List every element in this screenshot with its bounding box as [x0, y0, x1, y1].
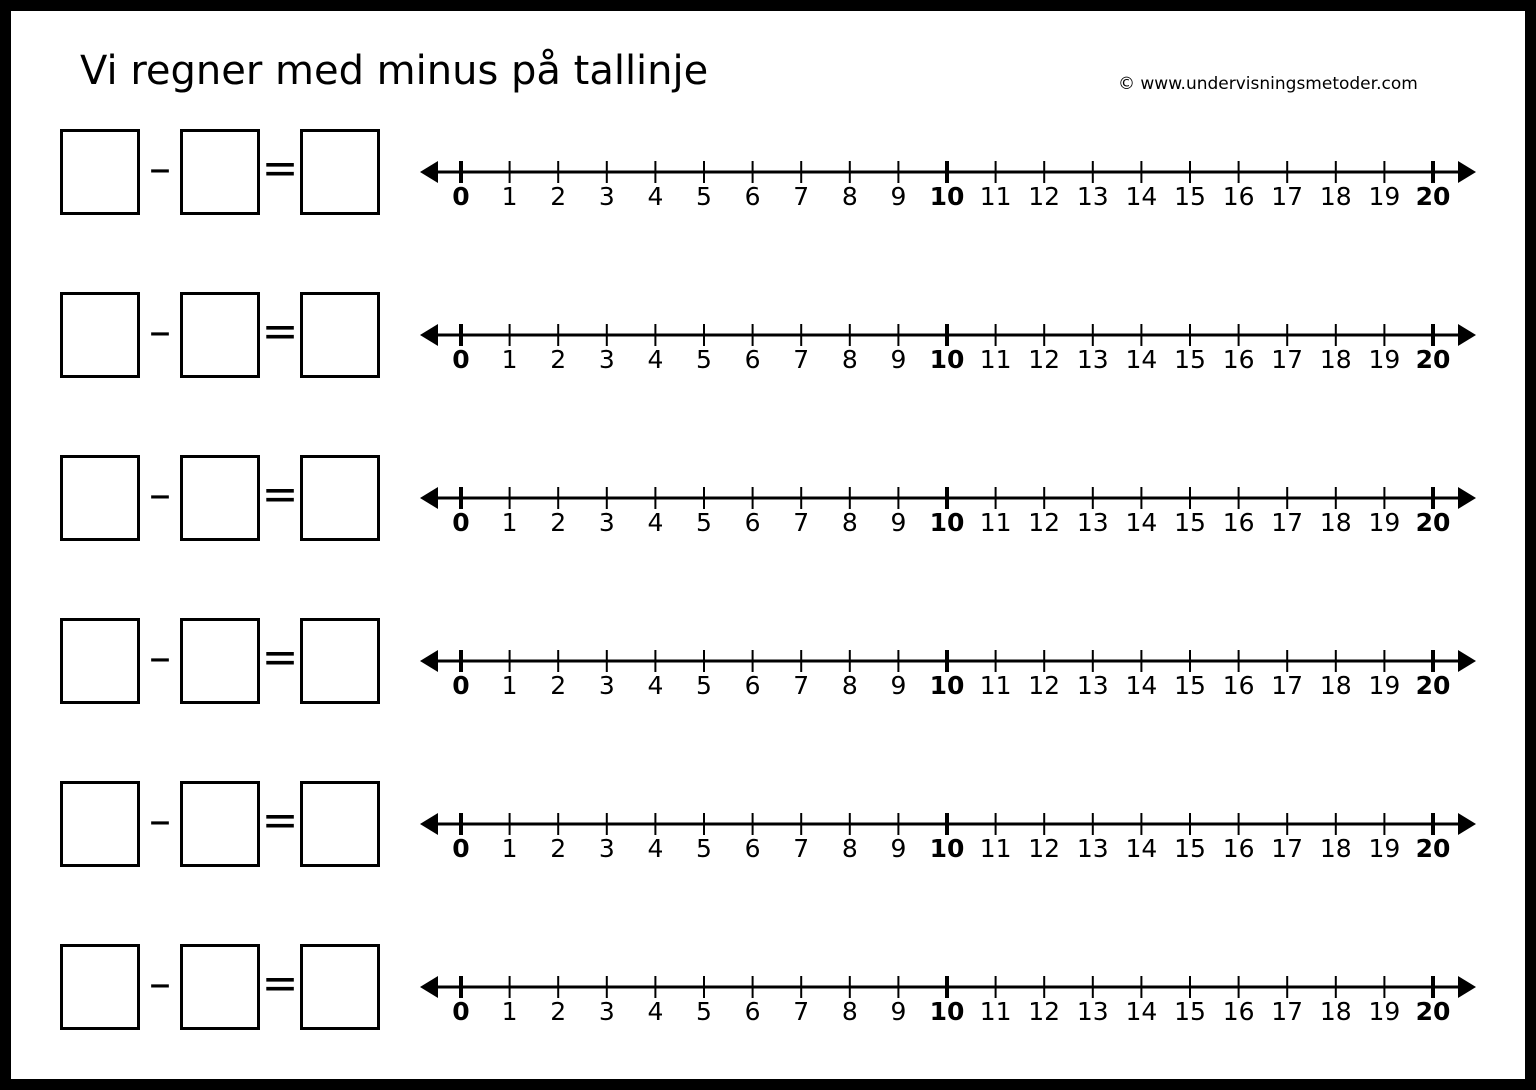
- tick-label: 1: [501, 834, 518, 863]
- tick-label: 5: [696, 671, 712, 700]
- tick-label: 4: [647, 671, 664, 700]
- tick-label: 18: [1319, 345, 1352, 374]
- tick-label: 2: [550, 997, 567, 1026]
- tick-label: 0: [452, 671, 470, 700]
- minus-sign: –: [149, 632, 171, 683]
- minus-sign: –: [149, 306, 171, 357]
- exercise-row: [0, 618, 1536, 708]
- tick-label: 10: [929, 508, 965, 537]
- tick-label: 8: [841, 345, 858, 374]
- tick-label: 4: [647, 182, 664, 211]
- tick-label: 4: [647, 345, 664, 374]
- exercise-row: [0, 292, 1536, 382]
- tick-label: 6: [744, 671, 761, 700]
- tick-label: 17: [1271, 345, 1304, 374]
- tick-label: 18: [1319, 182, 1352, 211]
- tick-label: 2: [550, 508, 567, 537]
- equals-sign: =: [261, 632, 299, 683]
- exercise-row: [0, 455, 1536, 545]
- tick-label: 1: [501, 182, 518, 211]
- tick-label: 10: [929, 834, 965, 863]
- tick-label: 19: [1368, 182, 1401, 211]
- tick-label: 17: [1271, 671, 1304, 700]
- tick-label: 11: [979, 671, 1012, 700]
- tick-label: 19: [1368, 997, 1401, 1026]
- tick-label: 19: [1368, 508, 1401, 537]
- tick-label: 2: [550, 834, 567, 863]
- tick-label: 10: [929, 997, 965, 1026]
- tick-label: 11: [979, 182, 1012, 211]
- tick-label: 19: [1368, 345, 1401, 374]
- right-arrow-icon: [1458, 161, 1476, 183]
- tick-label: 9: [890, 508, 907, 537]
- tick-label: 6: [744, 997, 761, 1026]
- tick-label: 4: [647, 834, 664, 863]
- tick-label: 10: [929, 345, 965, 374]
- tick-label: 15: [1174, 671, 1206, 700]
- tick-label: 10: [929, 671, 965, 700]
- copyright-notice: © www.undervisningsmetoder.com: [1118, 74, 1418, 94]
- tick-label: 12: [1028, 345, 1061, 374]
- right-arrow-icon: [1458, 487, 1476, 509]
- tick-label: 11: [979, 345, 1012, 374]
- tick-label: 20: [1415, 834, 1451, 863]
- tick-label: 1: [501, 508, 518, 537]
- tick-label: 12: [1028, 834, 1061, 863]
- tick-label: 14: [1125, 997, 1158, 1026]
- tick-label: 20: [1415, 182, 1451, 211]
- minus-sign: –: [149, 143, 171, 194]
- tick-label: 16: [1222, 997, 1255, 1026]
- tick-label: 20: [1415, 345, 1451, 374]
- tick-label: 9: [890, 345, 907, 374]
- tick-label: 3: [598, 671, 615, 700]
- tick-label: 2: [550, 345, 567, 374]
- tick-label: 12: [1028, 997, 1061, 1026]
- tick-label: 6: [744, 345, 761, 374]
- tick-label: 10: [929, 182, 965, 211]
- tick-label: 0: [452, 997, 470, 1026]
- tick-label: 5: [696, 345, 712, 374]
- tick-label: 2: [550, 182, 567, 211]
- equals-sign: =: [261, 958, 299, 1009]
- tick-label: 13: [1076, 508, 1109, 537]
- tick-label: 13: [1076, 345, 1109, 374]
- equals-sign: =: [261, 143, 299, 194]
- tick-label: 15: [1174, 834, 1206, 863]
- tick-label: 3: [598, 182, 615, 211]
- tick-label: 1: [501, 345, 518, 374]
- tick-label: 7: [793, 182, 810, 211]
- minus-sign: –: [149, 795, 171, 846]
- tick-label: 19: [1368, 834, 1401, 863]
- exercise-row: [0, 129, 1536, 219]
- left-arrow-icon: [420, 650, 438, 672]
- tick-label: 12: [1028, 508, 1061, 537]
- tick-label: 1: [501, 671, 518, 700]
- tick-label: 15: [1174, 345, 1206, 374]
- tick-label: 7: [793, 345, 810, 374]
- tick-label: 13: [1076, 182, 1109, 211]
- number-line: [0, 129, 1536, 219]
- minus-sign: –: [149, 958, 171, 1009]
- tick-label: 20: [1415, 997, 1451, 1026]
- tick-label: 11: [979, 997, 1012, 1026]
- tick-label: 19: [1368, 671, 1401, 700]
- tick-label: 11: [979, 834, 1012, 863]
- right-arrow-icon: [1458, 813, 1476, 835]
- tick-label: 7: [793, 508, 810, 537]
- tick-label: 4: [647, 997, 664, 1026]
- tick-label: 15: [1174, 182, 1206, 211]
- equals-sign: =: [261, 795, 299, 846]
- left-arrow-icon: [420, 487, 438, 509]
- tick-label: 8: [841, 508, 858, 537]
- tick-label: 16: [1222, 182, 1255, 211]
- tick-label: 9: [890, 834, 907, 863]
- number-line: [0, 781, 1536, 871]
- tick-label: 18: [1319, 997, 1352, 1026]
- tick-label: 12: [1028, 182, 1061, 211]
- tick-label: 20: [1415, 508, 1451, 537]
- tick-label: 15: [1174, 508, 1206, 537]
- tick-label: 2: [550, 671, 567, 700]
- tick-label: 13: [1076, 997, 1109, 1026]
- tick-label: 3: [598, 508, 615, 537]
- tick-label: 7: [793, 997, 810, 1026]
- right-arrow-icon: [1458, 324, 1476, 346]
- tick-label: 5: [696, 834, 712, 863]
- tick-label: 7: [793, 671, 810, 700]
- tick-label: 6: [744, 508, 761, 537]
- right-arrow-icon: [1458, 976, 1476, 998]
- tick-label: 7: [793, 834, 810, 863]
- left-arrow-icon: [420, 813, 438, 835]
- equals-sign: =: [261, 469, 299, 520]
- tick-label: 13: [1076, 671, 1109, 700]
- page-title: Vi regner med minus på tallinje: [80, 48, 709, 94]
- tick-label: 0: [452, 182, 470, 211]
- tick-label: 17: [1271, 508, 1304, 537]
- number-line: [0, 618, 1536, 708]
- tick-label: 17: [1271, 997, 1304, 1026]
- tick-label: 9: [890, 997, 907, 1026]
- left-arrow-icon: [420, 976, 438, 998]
- tick-label: 8: [841, 834, 858, 863]
- left-arrow-icon: [420, 161, 438, 183]
- number-line: [0, 944, 1536, 1034]
- minus-sign: –: [149, 469, 171, 520]
- tick-label: 0: [452, 345, 470, 374]
- tick-label: 15: [1174, 997, 1206, 1026]
- tick-label: 20: [1415, 671, 1451, 700]
- tick-label: 14: [1125, 345, 1158, 374]
- tick-label: 5: [696, 997, 712, 1026]
- tick-label: 11: [979, 508, 1012, 537]
- equals-sign: =: [261, 306, 299, 357]
- tick-label: 14: [1125, 182, 1158, 211]
- tick-label: 14: [1125, 834, 1158, 863]
- tick-label: 4: [647, 508, 664, 537]
- exercise-row: [0, 944, 1536, 1034]
- tick-label: 8: [841, 182, 858, 211]
- tick-label: 6: [744, 834, 761, 863]
- tick-label: 6: [744, 182, 761, 211]
- tick-label: 0: [452, 834, 470, 863]
- tick-label: 5: [696, 182, 712, 211]
- tick-label: 3: [598, 997, 615, 1026]
- tick-label: 8: [841, 671, 858, 700]
- exercise-row: [0, 781, 1536, 871]
- tick-label: 0: [452, 508, 470, 537]
- tick-label: 9: [890, 671, 907, 700]
- tick-label: 5: [696, 508, 712, 537]
- tick-label: 18: [1319, 508, 1352, 537]
- tick-label: 14: [1125, 508, 1158, 537]
- tick-label: 16: [1222, 345, 1255, 374]
- tick-label: 16: [1222, 834, 1255, 863]
- tick-label: 17: [1271, 834, 1304, 863]
- left-arrow-icon: [420, 324, 438, 346]
- tick-label: 16: [1222, 671, 1255, 700]
- tick-label: 16: [1222, 508, 1255, 537]
- tick-label: 3: [598, 345, 615, 374]
- tick-label: 14: [1125, 671, 1158, 700]
- right-arrow-icon: [1458, 650, 1476, 672]
- tick-label: 17: [1271, 182, 1304, 211]
- tick-label: 13: [1076, 834, 1109, 863]
- number-line: [0, 292, 1536, 382]
- tick-label: 1: [501, 997, 518, 1026]
- tick-label: 3: [598, 834, 615, 863]
- tick-label: 12: [1028, 671, 1061, 700]
- tick-label: 18: [1319, 834, 1352, 863]
- tick-label: 9: [890, 182, 907, 211]
- tick-label: 8: [841, 997, 858, 1026]
- number-line: [0, 455, 1536, 545]
- tick-label: 18: [1319, 671, 1352, 700]
